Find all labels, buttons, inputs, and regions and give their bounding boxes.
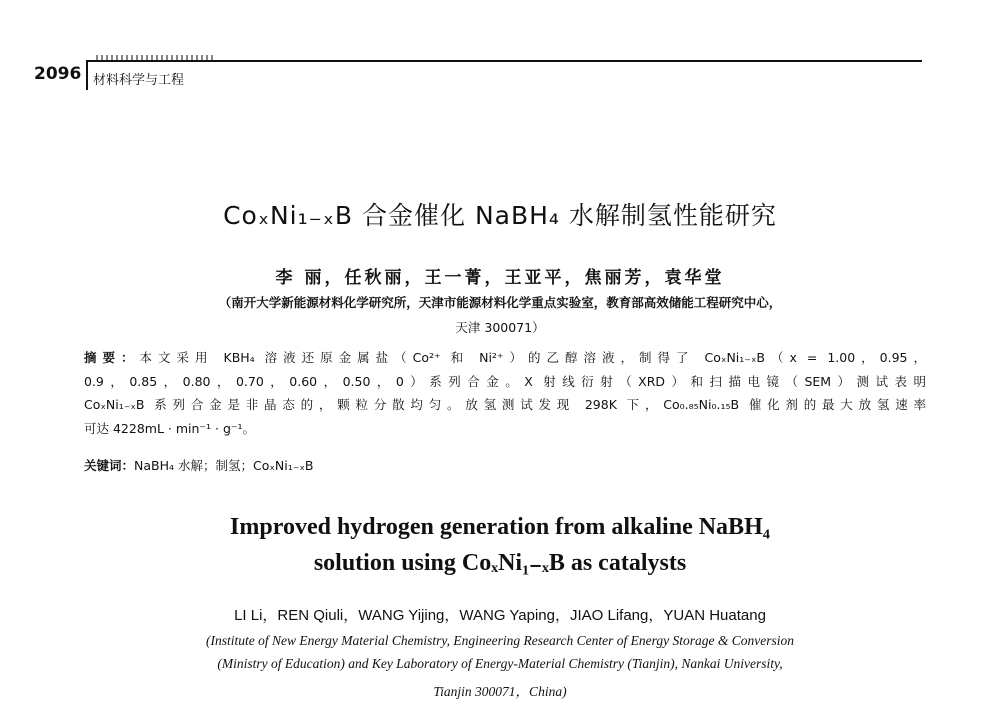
chinese-affiliation-line-2: 天津 300071） xyxy=(455,320,545,335)
abstract-line-3: CoₓNi₁₋ₓB 系列合金是非晶态的，颗粒分散均匀。放氢测试发现 298K 下，Co₀.₈₅Ni₀.₁₅B 催化剂的最大放氢速率 xyxy=(84,397,926,412)
chinese-affiliation-line-1: （南开大学新能源材料化学研究所，天津市能源材料化学重点实验室，教育部高效储能工程研究中心， xyxy=(218,295,782,310)
english-authors: LI Li，REN Qiuli，WANG Yijing，WANG Yaping，JIAO Lifang，YUAN Huatang xyxy=(234,607,766,624)
header-rule xyxy=(86,60,922,62)
english-affiliation-line-1: (Institute of New Energy Material Chemistry, Engineering Research Center of Energy Storage & Conversion xyxy=(206,633,794,648)
abstract-text-1: 本文采用 KBH₄ 溶液还原金属盐（Co²⁺ 和 Ni²⁺）的乙醇溶液，制得了 CoₓNi₁₋ₓB（x = 1.00，0.95， xyxy=(139,350,926,365)
english-title-line-2: solution using CoₓNi₁₋ₓB as catalysts xyxy=(313,550,687,576)
abstract-label: 摘要： xyxy=(84,350,140,365)
header-divider xyxy=(86,60,88,90)
abstract-line-1 xyxy=(84,346,926,370)
abstract-line-2: 0.9，0.85，0.80，0.70，0.60，0.50，0）系列合金。X 射线衍射（XRD）和扫描电镜（SEM）测试表明 xyxy=(84,373,926,389)
page-number: 2096 xyxy=(34,64,82,84)
english-affiliation-line-2: (Ministry of Education) and Key Laboratory of Energy-Material Chemistry (Tianjin), Nankai University, xyxy=(217,656,783,671)
chinese-title: CoₓNi₁₋ₓB 合金催化 NaBH₄ 水解制氢性能研究 xyxy=(223,201,777,230)
keywords-label: 关键词： xyxy=(84,458,135,473)
chinese-keywords xyxy=(84,456,313,474)
chinese-authors: 李 丽，任秋丽，王一菁，王亚平，焦丽芳，袁华堂 xyxy=(275,268,725,288)
english-title-line-1: Improved hydrogen generation from alkaline NaBH₄ xyxy=(230,514,770,540)
abstract-line-4: 可达 4228mL · min⁻¹ · g⁻¹。 xyxy=(84,420,255,436)
chinese-abstract xyxy=(84,346,926,440)
journal-name: 材料科学与工程 xyxy=(93,73,185,88)
english-affiliation-line-3: Tianjin 300071，China) xyxy=(433,684,567,699)
keywords-text: NaBH₄ 水解；制氢；CoₓNi₁₋ₓB xyxy=(134,458,314,473)
